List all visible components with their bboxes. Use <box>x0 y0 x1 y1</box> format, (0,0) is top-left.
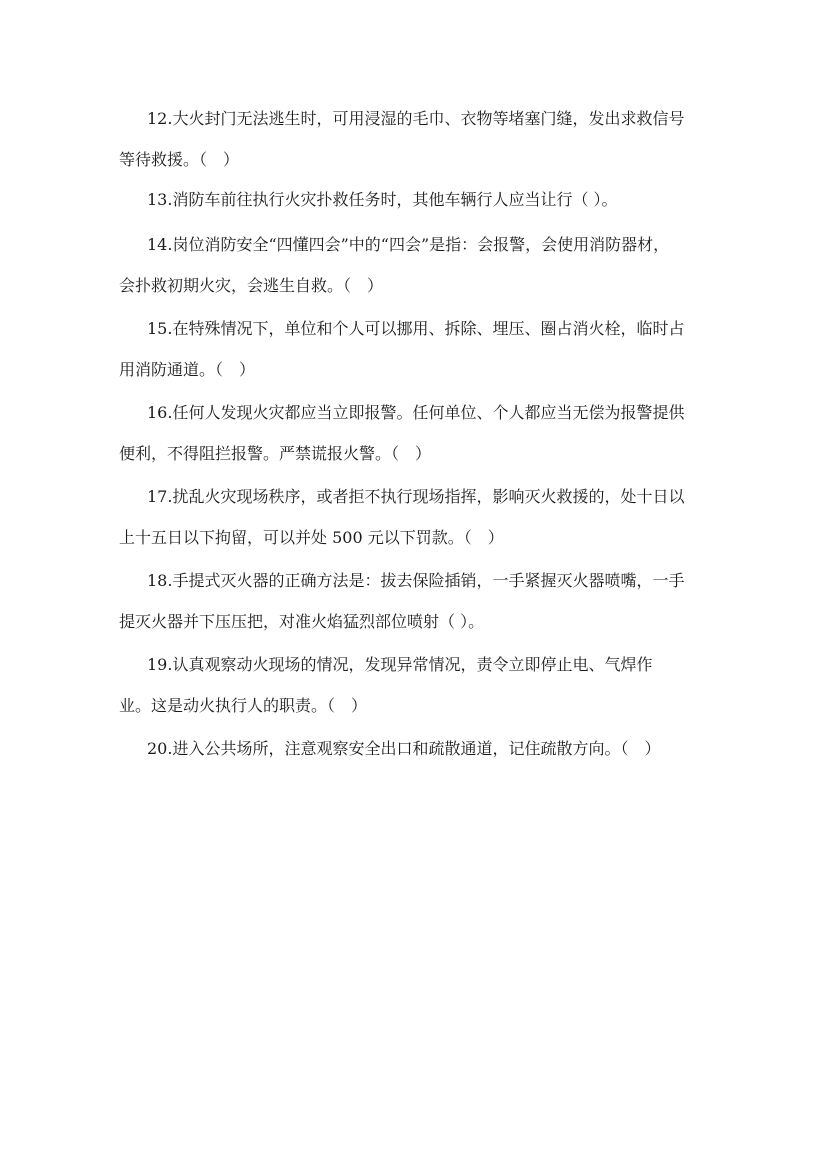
question-line: 上十五日以下拘留，可以并处 500 元以下罚款。（ ） <box>119 528 504 547</box>
question-12 <box>0 104 830 169</box>
question-14 <box>0 230 830 295</box>
question-15 <box>0 314 830 379</box>
question-line: 提灭火器并下压压把，对准火焰猛烈部位喷射（ ）。 <box>119 612 485 631</box>
question-16 <box>0 398 830 463</box>
question-20 <box>0 734 830 763</box>
question-line: 等待救援。（ ） <box>119 150 240 169</box>
question-13 <box>0 185 830 214</box>
question-line: 20.进入公共场所，注意观察安全出口和疏散通道，记住疏散方向。（ ） <box>147 739 661 758</box>
question-line: 14.岗位消防安全“四懂四会”中的“四会”是指：会报警，会使用消防器材， <box>147 235 670 254</box>
question-line: 17.扰乱火灾现场秩序，或者拒不执行现场指挥，影响灭火救援的，处十日以 <box>147 487 685 506</box>
question-line: 13.消防车前往执行火灾扑救任务时，其他车辆行人应当让行（ ）。 <box>147 190 618 209</box>
question-18 <box>0 566 830 631</box>
question-line: 19.认真观察动火现场的情况，发现异常情况，责令立即停止电、气焊作 <box>147 655 653 674</box>
question-line: 会扑救初期火灾，会逃生自救。（ ） <box>119 276 384 295</box>
question-line: 15.在特殊情况下，单位和个人可以挪用、拆除、埋压、圈占消火栓，临时占 <box>147 319 685 338</box>
question-line: 便利，不得阻拦报警。严禁谎报火警。（ ） <box>119 444 432 463</box>
question-19 <box>0 650 830 715</box>
question-line: 16.任何人发现火灾都应当立即报警。任何单位、个人都应当无偿为报警提供 <box>147 403 685 422</box>
question-line: 业。这是动火执行人的职责。（ ） <box>119 696 368 715</box>
question-list <box>0 104 830 763</box>
question-line: 用消防通道。（ ） <box>119 360 256 379</box>
question-17 <box>0 482 830 547</box>
question-line: 18.手提式灭火器的正确方法是：拔去保险插销，一手紧握灭火器喷嘴，一手 <box>147 571 685 590</box>
question-line: 12.大火封门无法逃生时，可用浸湿的毛巾、衣物等堵塞门缝，发出求救信号 <box>147 109 685 128</box>
